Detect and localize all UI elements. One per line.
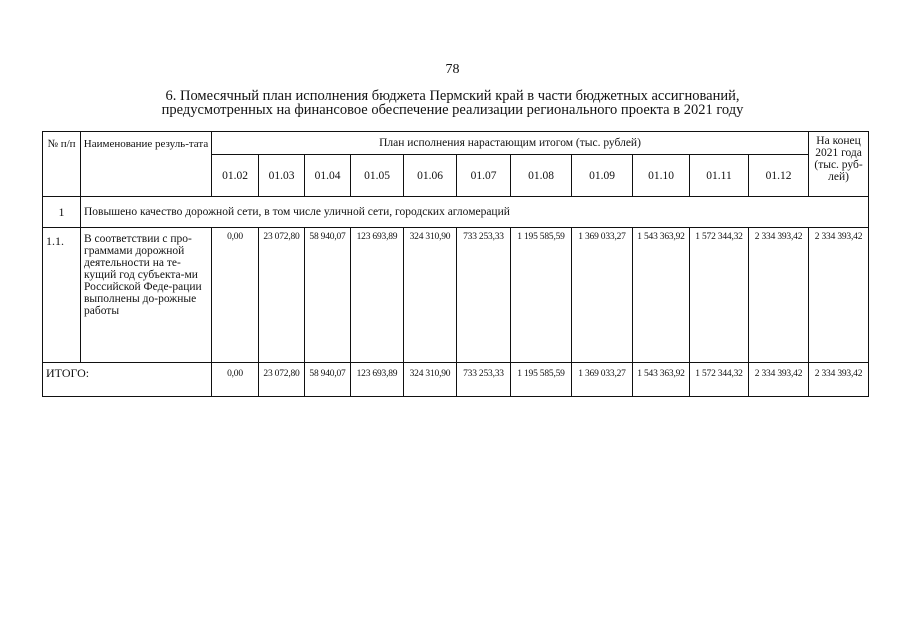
section-number: 1	[43, 197, 81, 228]
month-header: 01.09	[572, 155, 633, 197]
item-name: В соответствии с про-граммами дорожной деятельности на те-кущий год субъекта-ми Российской Феде-рации выполнены до-рожные работы	[81, 228, 212, 363]
month-header: 01.08	[511, 155, 572, 197]
month-header: 01.05	[351, 155, 404, 197]
month-header: 01.04	[305, 155, 351, 197]
total-value-end-of-year: 2 334 393,42	[809, 363, 869, 397]
section-row	[43, 197, 869, 228]
item-value: 1 369 033,27	[572, 228, 633, 363]
total-value: 0,00	[212, 363, 259, 397]
header-name: Наименование резуль-тата	[81, 132, 212, 197]
item-value: 1 543 363,92	[633, 228, 690, 363]
item-value: 324 310,90	[404, 228, 457, 363]
item-value: 733 253,33	[457, 228, 511, 363]
title-line-1: 6. Помесячный план исполнения бюджета Пермский край в части бюджетных ассигнований,	[165, 88, 740, 104]
item-value-end-of-year: 2 334 393,42	[809, 228, 869, 363]
total-value: 1 195 585,59	[511, 363, 572, 397]
header-row-1	[43, 132, 869, 155]
budget-plan-table	[42, 131, 869, 397]
header-num: № п/п	[43, 132, 81, 197]
item-value: 2 334 393,42	[749, 228, 809, 363]
month-header: 01.06	[404, 155, 457, 197]
month-header: 01.10	[633, 155, 690, 197]
total-value: 2 334 393,42	[749, 363, 809, 397]
total-value: 123 693,89	[351, 363, 404, 397]
item-value: 58 940,07	[305, 228, 351, 363]
total-value: 733 253,33	[457, 363, 511, 397]
total-value: 1 543 363,92	[633, 363, 690, 397]
total-value: 324 310,90	[404, 363, 457, 397]
section-title: Повышено качество дорожной сети, в том числе уличной сети, городских агломераций	[81, 197, 869, 228]
total-label: ИТОГО:	[43, 363, 212, 397]
item-value: 123 693,89	[351, 228, 404, 363]
item-value: 0,00	[212, 228, 259, 363]
total-row	[43, 363, 869, 397]
total-value: 1 369 033,27	[572, 363, 633, 397]
page-number: 78	[445, 62, 460, 77]
header-plan: План исполнения нарастающим итогом (тыс. рублей)	[212, 132, 809, 155]
month-header: 01.03	[259, 155, 305, 197]
month-header: 01.07	[457, 155, 511, 197]
month-header: 01.11	[690, 155, 749, 197]
title-line-2: предусмотренных на финансовое обеспечение реализации регионального проекта в 2021 году	[161, 102, 744, 118]
item-value: 1 572 344,32	[690, 228, 749, 363]
item-value: 23 072,80	[259, 228, 305, 363]
total-value: 23 072,80	[259, 363, 305, 397]
item-number: 1.1.	[43, 228, 81, 363]
header-end-of-year: На конец 2021 года (тыс. руб-лей)	[809, 132, 869, 197]
item-row	[43, 228, 869, 363]
item-value: 1 195 585,59	[511, 228, 572, 363]
total-value: 58 940,07	[305, 363, 351, 397]
month-header: 01.02	[212, 155, 259, 197]
document-title	[60, 89, 845, 117]
total-value: 1 572 344,32	[690, 363, 749, 397]
month-header: 01.12	[749, 155, 809, 197]
